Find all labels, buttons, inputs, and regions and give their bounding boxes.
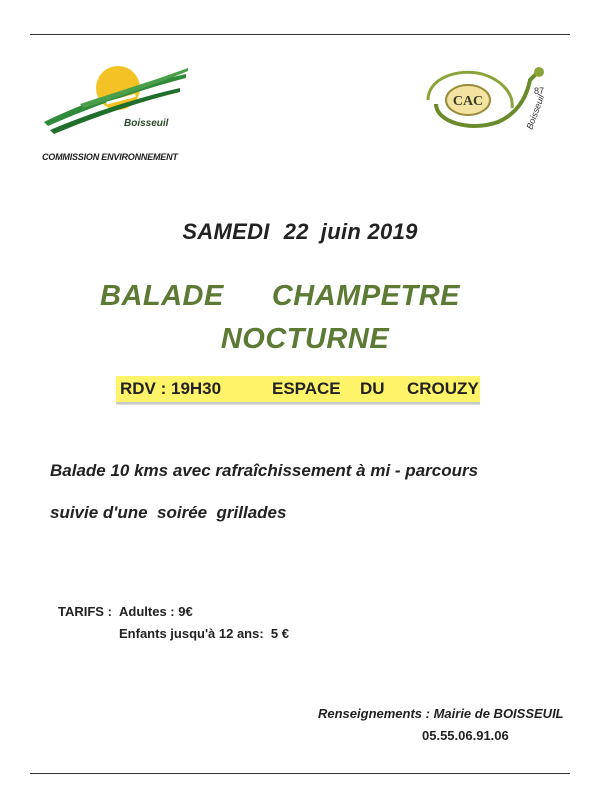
date-month-year: juin 2019 [320,219,418,244]
rdv-place-espace: ESPACE [272,379,341,398]
tarif-adults: Adultes : 9€ [119,604,193,619]
rdv-time: RDV : 19H30 [120,379,222,398]
tarif-children: Enfants jusqu'à 12 ans: 5 € [119,626,289,641]
cac-number: 87 [534,86,545,96]
title-word-champetre: CHAMPETRE [271,280,461,312]
tarifs-label: TARIFS : [58,604,112,619]
cac-badge-text: CAC [452,94,484,109]
contact-phone: 05.55.06.91.06 [422,728,509,743]
logo-left-name: Boisseuil [124,118,169,129]
title-line-1 [100,280,460,313]
description-line-2: suivie d'une soirée grillades [50,503,287,522]
top-rule [30,34,570,35]
cac-horn-knob [534,67,544,77]
contact-line: Renseignements : Mairie de BOISSEUIL [318,706,564,721]
description-line-1: Balade 10 kms avec rafraîchissement à mi - parcours [50,461,479,480]
title-line-2: NOCTURNE [220,323,390,355]
rdv-place-crouzy: CROUZY [407,379,479,398]
rdv-place-du: DU [360,379,385,398]
date-number: 22 [283,219,309,244]
event-date [0,219,600,245]
date-day: SAMEDI [182,219,270,244]
cac-arc-text: Boisseuil [524,93,547,131]
bottom-rule [30,773,570,774]
rdv-highlight [116,376,480,404]
title-word-balade: BALADE [100,280,224,312]
commission-label: COMMISSION ENVIRONNEMENT [42,152,178,162]
cac-logo [418,60,568,140]
